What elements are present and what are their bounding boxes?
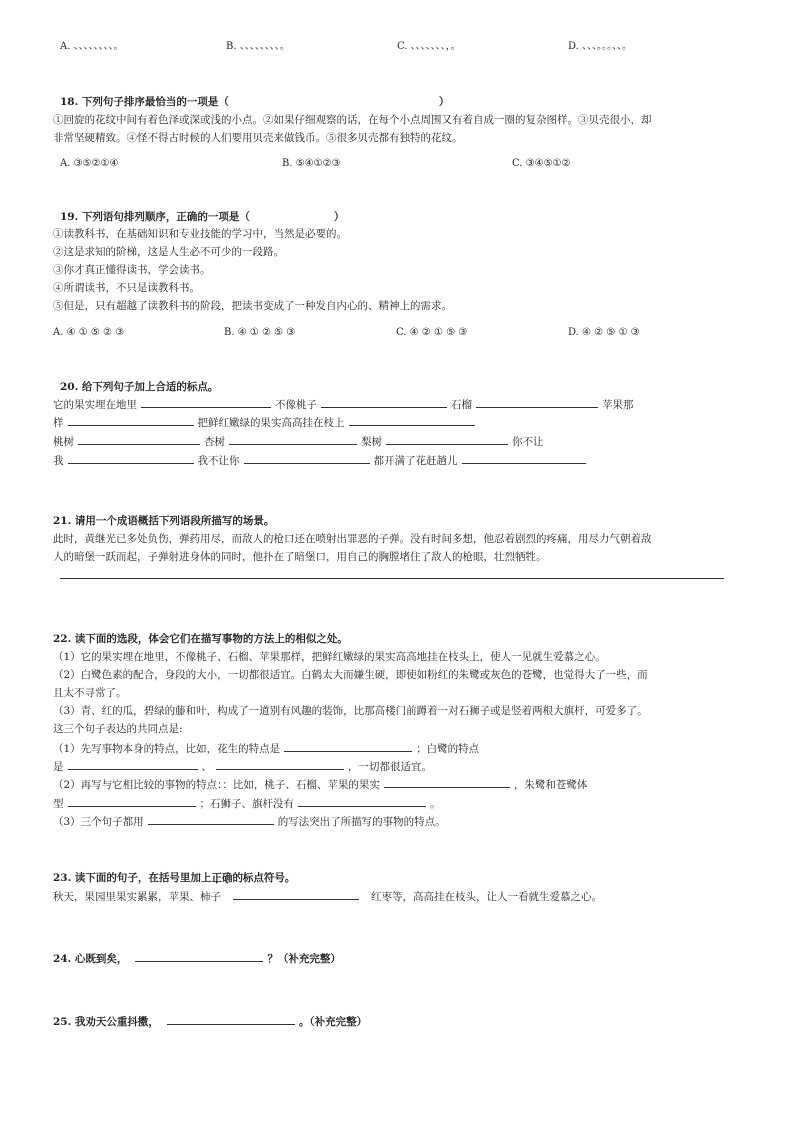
q22-answer-line: [53, 796, 441, 811]
q20-blank[interactable]: [244, 453, 370, 464]
q18-option-c[interactable]: C. ③④⑤①②: [512, 158, 571, 169]
q22-answer-line: [53, 759, 432, 774]
q21-text-line: 人的暗堡一跃而起，子弹射进身体的同时，他扑在了暗堡口，用自己的胸膛堵住了敌人的枪眼，壮烈牺牲。: [53, 551, 547, 563]
q19-stem: 19. 下列语句排列顺序，正确的一项是（ ）: [60, 211, 345, 223]
q19-option-a[interactable]: A. ④ ① ⑤ ② ③: [53, 327, 125, 338]
q20-segment: 桃树: [53, 436, 74, 448]
q22-blank[interactable]: [68, 796, 196, 807]
q21-stem: 21. 请用一个成语概括下列语段所描写的场景。: [53, 515, 275, 527]
q20-blank[interactable]: [141, 397, 271, 408]
q22-answer-text: 型: [53, 798, 64, 810]
q17-option-d[interactable]: D. 、、、。。。、、。: [568, 41, 633, 52]
q20-stem: 20. 给下列句子加上合适的标点。: [60, 381, 219, 393]
q22-blank[interactable]: [148, 814, 274, 825]
q19-text-line: ②这是求知的阶梯，这是人生必不可少的一段路。: [53, 246, 284, 258]
q22-answer-text: 是: [53, 761, 64, 773]
q22-blank[interactable]: [384, 777, 510, 788]
q20-blank[interactable]: [349, 415, 475, 426]
q23-text: 秋天，果园里果实累累，苹果、柿子: [53, 891, 221, 903]
q20-blank[interactable]: [321, 397, 447, 408]
q20-blank[interactable]: [68, 453, 194, 464]
q18-text-line: ①回旋的花纹中间有着色泽或深或浅的小点。②如果仔细观察的话，在每个小点周围又有着自成一圈的复杂图样。③贝壳很小，却: [53, 114, 652, 126]
q18-stem: 18. 下列句子排序最恰当的一项是（ ）: [60, 96, 450, 108]
q23-text: 红枣等，高高挂在枝头，让人一看就生爱慕之心。: [371, 891, 602, 903]
q18-option-b[interactable]: B. ⑤④①②③: [282, 158, 341, 169]
q19-option-b[interactable]: B. ④ ① ② ⑤ ③: [224, 327, 296, 338]
q20-segment: 都开满了花赶趟儿: [373, 455, 458, 467]
q18-text-line: 非常坚硬精致。④怪不得古时候的人们要用贝壳来做钱币。⑤很多贝壳都有独特的花纹。: [53, 132, 463, 144]
q22-answer-text: （2）再写与它相比较的事物的特点：：比如，桃子、石榴、苹果的果实: [53, 779, 380, 791]
q20-blank[interactable]: [68, 415, 194, 426]
q20-segment: 不像桃子: [275, 399, 317, 411]
q19-text-line: ①读教科书，在基础知识和专业技能的学习中，当然是必要的。: [53, 228, 347, 240]
q25-text: 。（补充完整）: [298, 1016, 368, 1028]
q23-stem-emphasis: 确: [221, 872, 233, 884]
q20-fill-line: [53, 415, 479, 430]
q20-blank[interactable]: [78, 434, 200, 445]
q17-option-a[interactable]: A. 、、、、、、、、。: [60, 41, 124, 52]
q20-segment: 我: [53, 455, 64, 467]
q20-blank[interactable]: [386, 434, 508, 445]
q19-text-line: ③你才真正懂得读书，学会读书。: [53, 264, 211, 276]
q21-answer-line[interactable]: [60, 578, 724, 579]
q22-answer-text: ，一切都很适宜。: [348, 761, 432, 773]
q20-segment: 杏树: [204, 436, 225, 448]
q23-stem-emphasis: 正: [211, 872, 222, 884]
q22-answer-line: [53, 741, 479, 756]
q18-option-a[interactable]: A. ③⑤②①④: [60, 158, 119, 169]
q23-stem-text: 23. 读下面的句子，在括号里加上: [53, 872, 212, 884]
q17-option-b[interactable]: B. 、、、、、、、、。: [226, 41, 290, 52]
q22-blank[interactable]: [298, 796, 426, 807]
q22-text-line: 且太不寻常了。: [53, 687, 127, 699]
q22-text-line: （2）白鹭色素的配合，身段的大小，一切都很适宜。白鹤太大而嫌生硬，即使如粉红的朱鹭或灰色的苍鹭，也觉得大了一些，而: [53, 669, 648, 681]
q20-blank[interactable]: [229, 434, 357, 445]
q22-blank[interactable]: [216, 759, 344, 770]
q22-answer-line: [53, 777, 587, 792]
q20-fill-line: [53, 453, 590, 468]
q20-segment: 把鲜红嫩绿的果实高高挂在枝上: [197, 417, 345, 429]
q25-text: 25. 我劝天公重抖擞，: [53, 1016, 159, 1028]
q22-answer-text: ；石狮子、旗杆没有: [199, 798, 294, 810]
q23-stem: [53, 871, 295, 885]
q20-blank[interactable]: [476, 397, 598, 408]
q22-answer-line: [53, 814, 446, 829]
q22-answer-text: （3）三个句子都用: [53, 816, 144, 828]
q25-line: [53, 1014, 367, 1029]
q19-text-line: ④所谓读书，不只是读教科书。: [53, 282, 200, 294]
q20-segment: 梨树: [361, 436, 382, 448]
q23-stem-text: 的标点符号。: [232, 872, 296, 884]
q20-segment: 它的果实埋在地里: [53, 399, 137, 411]
q22-blank[interactable]: [68, 759, 198, 770]
q24-line: [53, 951, 341, 966]
q19-option-d[interactable]: D. ④ ② ⑤ ① ③: [568, 327, 640, 338]
q24-text: ？（补充完整）: [267, 953, 341, 965]
q20-segment: 石榴: [451, 399, 472, 411]
q19-option-c[interactable]: C. ④ ② ① ⑤ ③: [396, 327, 468, 338]
q20-segment: 你不让: [512, 436, 544, 448]
q20-blank[interactable]: [462, 453, 586, 464]
q23-blank[interactable]: [233, 889, 359, 900]
q22-text-line: 这三个句子表达的共同点是:: [53, 723, 183, 735]
q24-blank[interactable]: [135, 951, 263, 962]
q17-option-c[interactable]: C. 、、、、、、、，。: [397, 41, 461, 52]
q25-blank[interactable]: [167, 1014, 295, 1025]
q22-blank[interactable]: [284, 741, 412, 752]
q21-text-line: 此时，黄继光已多处负伤，弹药用尽，而敌人的枪口还在喷射出罪恶的子弹。没有时间多想，他忍着剧烈的疼痛，用尽力气朝着敌: [53, 533, 652, 545]
q20-fill-line: [53, 397, 634, 412]
q23-fill-line: [53, 889, 602, 904]
q19-text-line: ⑤但是，只有超越了读教科书的阶段，把读书变成了一种发自内心的、精神上的需求。: [53, 300, 452, 312]
q20-segment: 我不让你: [197, 455, 240, 467]
q22-text-line: （1）它的果实埋在地里，不像桃子、石榴、苹果那样，把鲜红嫩绿的果实高高地挂在枝头上，使人一见就生爱慕之心。: [53, 651, 606, 663]
q22-answer-text: ；白鹭的特点: [416, 743, 480, 755]
q24-text: 24. 心既到矣，: [53, 953, 128, 965]
q22-answer-text: 的写法突出了所描写的事物的特点。: [277, 816, 446, 828]
q20-fill-line: [53, 434, 544, 449]
q20-segment: 苹果那: [602, 399, 634, 411]
q22-answer-text: 、: [201, 761, 212, 773]
q20-segment: 样: [53, 417, 64, 429]
q22-stem: 22. 读下面的选段，体会它们在描写事物的方法上的相似之处。: [53, 633, 348, 645]
q22-answer-text: 。: [430, 798, 441, 810]
q22-answer-text: （1）先写事物本身的特点，比如，花生的特点是: [53, 743, 281, 755]
q22-answer-text: ，朱鹭和苍鹭体: [513, 779, 588, 791]
q22-text-line: （3）青、红的瓜，碧绿的藤和叶，构成了一道别有风趣的装饰，比那高楼门前蹲着一对石狮子或是竖着两根大旗杆，可爱多了。: [53, 705, 648, 717]
